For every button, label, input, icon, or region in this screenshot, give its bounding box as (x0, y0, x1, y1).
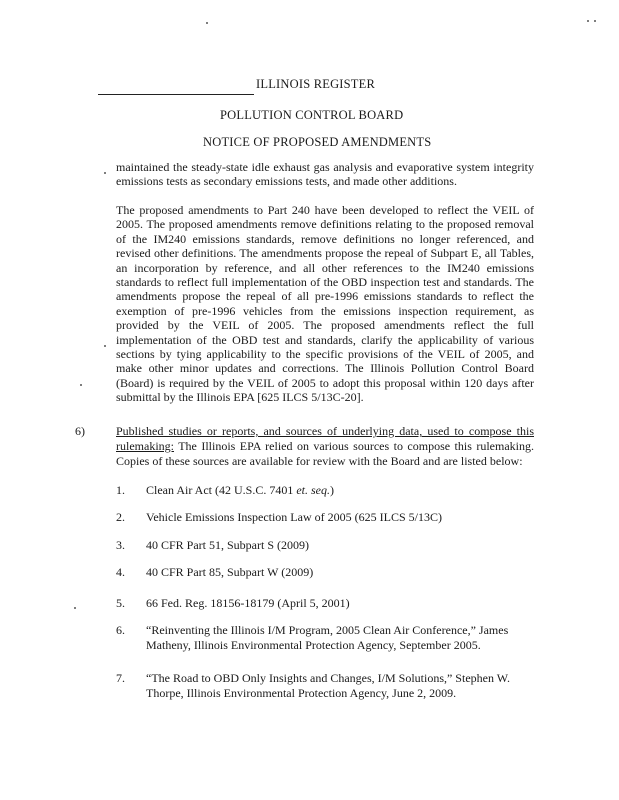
italic-text: et. seq. (296, 483, 330, 497)
section-heading: Published studies or reports, and sources of underlying data, used to compose this rulemaking: (116, 424, 534, 453)
list-item: 66 Fed. Reg. 18156-18179 (April 5, 2001) (146, 596, 350, 610)
list-item-number: 3. (116, 538, 125, 552)
agency-title: POLLUTION CONTROL BOARD (220, 108, 404, 122)
scan-speck (587, 20, 589, 22)
list-item: Clean Air Act (42 U.S.C. 7401 et. seq.) (146, 483, 334, 497)
section-number: 6) (75, 424, 85, 438)
list-item-number: 5. (116, 596, 125, 610)
list-item-number: 2. (116, 510, 125, 524)
register-title: ILLINOIS REGISTER (256, 77, 376, 91)
section-text: The Illinois EPA relied on various sources to compose this rulemaking. Copies of these sources are available for review with the Board and are listed below: (116, 439, 534, 468)
list-item: 40 CFR Part 85, Subpart W (2009) (146, 565, 314, 579)
list-item: “The Road to OBD Only Insights and Changes, I/M Solutions,” Stephen W. Thorpe, Illinois Environmental Protection Agency, June 2, 2009. (146, 671, 510, 700)
list-item-number: 4. (116, 565, 125, 579)
list-item: Vehicle Emissions Inspection Law of 2005 (625 ILCS 5/13C) (146, 510, 442, 524)
header-rule (98, 94, 254, 95)
scan-speck (104, 172, 106, 174)
list-item-number: 7. (116, 671, 125, 685)
intro-paragraph: maintained the steady-state idle exhaust gas analysis and evaporative system integrity emissions tests as secondary emissions tests, and made other additions. (116, 160, 534, 189)
list-item-number: 1. (116, 483, 125, 497)
section-6-paragraph (116, 424, 534, 469)
scan-speck (206, 22, 208, 24)
list-item: “Reinventing the Illinois I/M Program, 2005 Clean Air Conference,” James Matheny, Illinois Environmental Protection Agency, September 2005. (146, 623, 509, 652)
list-item: 40 CFR Part 51, Subpart S (2009) (146, 538, 310, 552)
scan-speck (104, 345, 106, 347)
list-item-number: 6. (116, 623, 125, 637)
scan-speck (80, 384, 82, 386)
notice-title: NOTICE OF PROPOSED AMENDMENTS (203, 135, 432, 149)
scan-speck (74, 607, 76, 609)
scan-speck (594, 20, 596, 22)
amendments-paragraph: The proposed amendments to Part 240 have been developed to reflect the VEIL of 2005. The proposed amendments remove definitions relating to the proposed removal of the IM240 emissions standards, remove definitions no longer referenced, and revised other definitions. The amendments propose the repeal of Subpart E, all Tables, an incorporation by reference, and all other references to the IM240 emissions standards to reflect full implementation of the OBD inspection test and standards. The amendments propose the repeal of all pre-1996 emissions standards to reflect the exemption of pre-1996 vehicles from the emissions inspection requirement, as provided by the VEIL of 2005. The proposed amendments reflect the full implementation of the OBD test and standards, clarify the applicability of various sections by tying applicability to the specific provisions of the VEIL of 2005, and make other minor updates and corrections. The Illinois Pollution Control Board (Board) is required by the VEIL of 2005 to adopt this proposal within 120 days after submittal by the Illinois EPA [625 ILCS 5/13C-20]. (116, 203, 534, 405)
